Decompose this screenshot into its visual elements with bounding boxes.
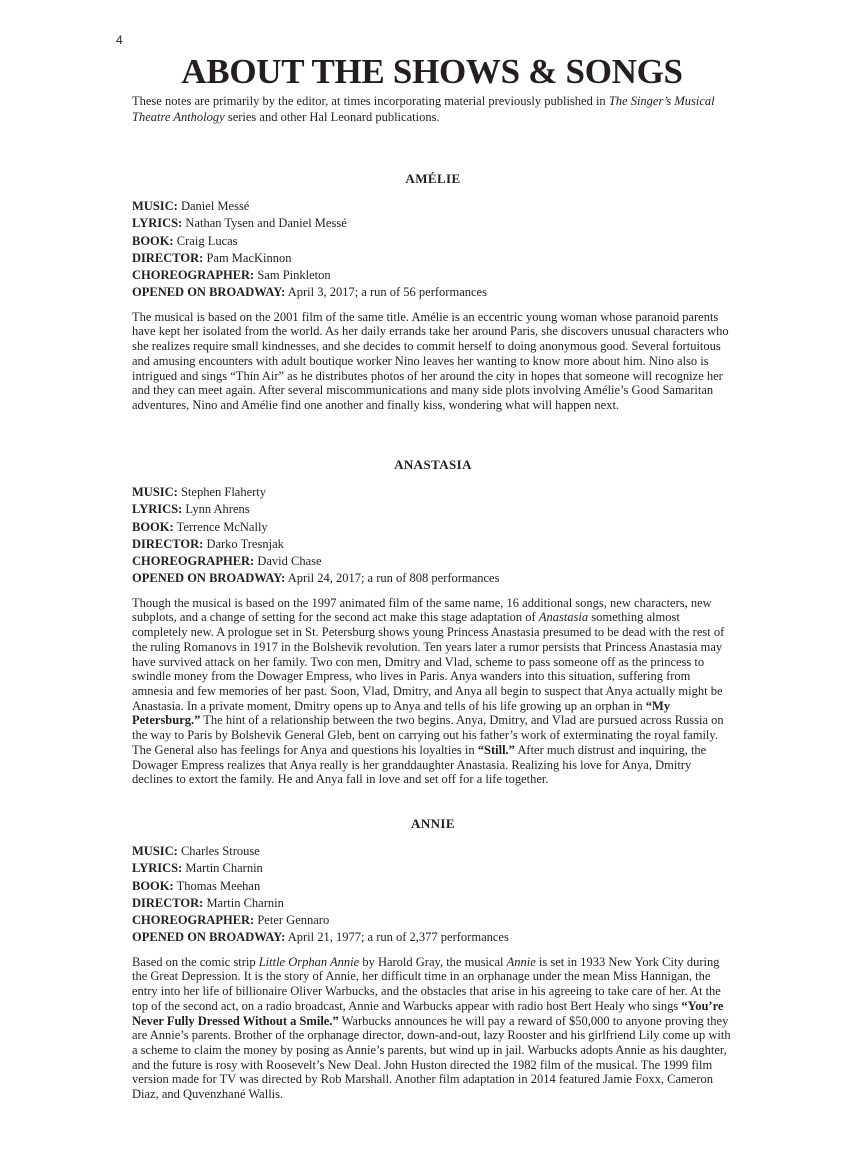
credit-label: DIRECTOR: bbox=[132, 250, 204, 265]
credit-value: April 24, 2017; a run of 808 performances bbox=[287, 571, 500, 586]
credits-list bbox=[132, 484, 734, 588]
credit-lyrics bbox=[132, 501, 734, 518]
show-synopsis bbox=[132, 596, 734, 787]
credit-value: Stephen Flaherty bbox=[180, 485, 267, 499]
credit-lyrics bbox=[132, 860, 734, 877]
credit-director bbox=[132, 536, 734, 553]
intro-paragraph bbox=[132, 93, 742, 125]
intro-italic: The Singer’s Musical Theatre Anthology bbox=[132, 94, 715, 124]
credit-value: Darko Tresnjak bbox=[206, 536, 284, 551]
song-title: “Still.” bbox=[477, 742, 515, 757]
synopsis-italic: Annie bbox=[506, 954, 536, 969]
song-title: “My Petersburg.” bbox=[132, 698, 671, 728]
credit-label: OPENED ON BROADWAY: bbox=[132, 571, 286, 586]
intro-text: These notes are primarily by the editor, at times incorporating material previously published in bbox=[132, 94, 609, 108]
credit-label: LYRICS: bbox=[132, 502, 183, 517]
credit-music bbox=[132, 843, 734, 860]
show-section-amelie bbox=[132, 171, 734, 413]
page-number: 4 bbox=[116, 33, 123, 47]
credit-label: CHOREOGRAPHER: bbox=[132, 268, 255, 283]
credit-value: Nathan Tysen and Daniel Messé bbox=[185, 216, 347, 231]
credit-value: Martin Charnin bbox=[185, 861, 263, 876]
credit-label: CHOREOGRAPHER: bbox=[132, 554, 255, 569]
credit-label: CHOREOGRAPHER: bbox=[132, 913, 255, 928]
synopsis-text: is set in 1933 New York City during the Great Depression. It is the story of Annie, her difficult time in an orphanage under the mean Miss Hannigan, the entry into her life of billionaire Oliver Warbucks, and the obstacles that arise in his agreeing to take care of her. At the top of the second act, on a radio broadcast, Annie and Warbucks appear with radio host Bert Healy who sings bbox=[132, 954, 721, 1013]
credit-label: MUSIC: bbox=[132, 844, 178, 858]
credit-label: BOOK: bbox=[132, 878, 174, 893]
credit-opened bbox=[132, 929, 734, 946]
credit-value: Pam MacKinnon bbox=[206, 250, 292, 265]
credit-label: DIRECTOR: bbox=[132, 895, 204, 910]
credit-value: Peter Gennaro bbox=[257, 913, 330, 928]
credit-value: Martin Charnin bbox=[206, 895, 284, 910]
credit-book bbox=[132, 519, 734, 536]
credit-opened bbox=[132, 284, 734, 301]
credit-value: Charles Strouse bbox=[180, 844, 260, 858]
intro-text-end: series and other Hal Leonard publications. bbox=[224, 110, 440, 124]
credit-label: MUSIC: bbox=[132, 199, 178, 213]
show-synopsis bbox=[132, 955, 734, 1102]
credit-label: DIRECTOR: bbox=[132, 536, 204, 551]
credit-music bbox=[132, 484, 734, 501]
credit-lyrics bbox=[132, 215, 734, 232]
credit-label: BOOK: bbox=[132, 233, 174, 248]
credit-value: Sam Pinkleton bbox=[257, 268, 331, 283]
credit-label: BOOK: bbox=[132, 519, 174, 534]
credit-value: Lynn Ahrens bbox=[185, 502, 250, 517]
synopsis-text: Based on the comic strip bbox=[132, 954, 259, 969]
show-section-anastasia bbox=[132, 457, 734, 787]
credit-value: Daniel Messé bbox=[180, 199, 250, 213]
credit-opened bbox=[132, 570, 734, 587]
credits-list bbox=[132, 843, 734, 947]
credit-value: Thomas Meehan bbox=[176, 878, 261, 893]
synopsis-italic: Little Orphan Annie bbox=[258, 954, 360, 969]
synopsis-text: Warbucks announces he will pay a reward of $50,000 to anyone proving they are Annie’s parents. Brother of the orphanage director, down-and-out, lazy Rooster and his girlfriend Lily come up with a scheme to claim the money by posing as Annie’s parents, but wind up in jail. Warbucks adopts Annie as his daughter, and the future is rosy with Roosevelt’s New Deal. John Huston directed the 1982 film of the musical. The 1999 film version made for TV was directed by Rob Marshall. Another film adaptation in 2014 featured Jamie Foxx, Cameron Diaz, and Quvenzhané Wallis. bbox=[132, 1013, 731, 1102]
show-title: ANASTASIA bbox=[394, 457, 472, 472]
credit-value: April 21, 1977; a run of 2,377 performances bbox=[287, 930, 509, 945]
credit-label: LYRICS: bbox=[132, 216, 183, 231]
show-section-annie bbox=[132, 816, 734, 1102]
credit-label: OPENED ON BROADWAY: bbox=[132, 285, 286, 300]
song-title: “You’re Never Fully Dressed Without a Smile.” bbox=[132, 998, 724, 1028]
credit-choreographer bbox=[132, 912, 734, 929]
credit-value: David Chase bbox=[257, 554, 322, 569]
show-title: AMÉLIE bbox=[405, 171, 461, 186]
page-title: ABOUT THE SHOWS & SONGS bbox=[181, 52, 683, 91]
synopsis-text: The musical is based on the 2001 film of the same title. Amélie is an eccentric young woman whose paranoid parents have kept her isolated from the world. As her daily errands take her around Paris, she discovers unusual characters who she realizes require small kindnesses, and she decides to commit herself to doing anonymous good. Several fortuitous and amusing encounters with adult boutique worker Nino leaves her wanting to know more about him. Nino also is intrigued and sings “Thin Air” as he distributes photos of her around the city in hopes that someone will recognize her and they can meet again. After several miscommunications and many side plots involving Amélie’s Good Samaritan adventures, Nino and Amélie find one another and finally kiss, wondering what will happen next. bbox=[132, 309, 729, 412]
credit-label: MUSIC: bbox=[132, 485, 178, 499]
credit-choreographer bbox=[132, 267, 734, 284]
synopsis-text: After much distrust and inquiring, the Dowager Empress realizes that Anya really is her granddaughter Anastasia. Realizing his love for Anya, Dmitry declines to extort the family. He and Anya fall in love and set off for a life together. bbox=[132, 742, 707, 787]
show-title: ANNIE bbox=[411, 816, 455, 831]
synopsis-text: Though the musical is based on the 1997 animated film of the same name, 16 additional songs, new characters, new subplots, and a change of setting for the second act make this stage adaptation of bbox=[132, 595, 712, 625]
credit-choreographer bbox=[132, 553, 734, 570]
show-synopsis bbox=[132, 310, 734, 413]
credit-label: OPENED ON BROADWAY: bbox=[132, 930, 286, 945]
credits-list bbox=[132, 198, 734, 302]
credit-value: Terrence McNally bbox=[176, 519, 268, 534]
credit-music bbox=[132, 198, 734, 215]
credit-label: LYRICS: bbox=[132, 861, 183, 876]
credit-book bbox=[132, 233, 734, 250]
synopsis-text: by Harold Gray, the musical bbox=[359, 954, 507, 969]
credit-value: April 3, 2017; a run of 56 performances bbox=[287, 285, 487, 300]
credit-director bbox=[132, 895, 734, 912]
synopsis-text: The hint of a relationship between the two begins. Anya, Dmitry, and Vlad are pursued across Russia on the way to Paris by Bolshevik General Gleb, bent on carrying out his father’s work of exterminating the royal family. The General also has feelings for Anya and questions his loyalties in bbox=[132, 713, 724, 757]
credit-book bbox=[132, 878, 734, 895]
credit-value: Craig Lucas bbox=[176, 233, 238, 248]
synopsis-italic: Anastasia bbox=[538, 610, 589, 625]
credit-director bbox=[132, 250, 734, 267]
synopsis-text: something almost completely new. A prologue set in St. Petersburg shows young Princess Anastasia presumed to be dead with the rest of the ruling Romanovs in 1917 in the Bolshevik revolution. Ten years later a rumor persists that Princess Anastasia may have survived attack on her family. Two con men, Dmitry and Vlad, scheme to pass someone off as the princess to swindle money from the Dowager Empress, who lives in Paris. Anya wanders into this situation, suffering from amnesia and few memories of her past. Soon, Vlad, Dmitry, and Anya all begin to suspect that Anya actually might be Anastasia. In a private moment, Dmitry opens up to Anya and tells of his life growing up an orphan in bbox=[132, 610, 725, 713]
